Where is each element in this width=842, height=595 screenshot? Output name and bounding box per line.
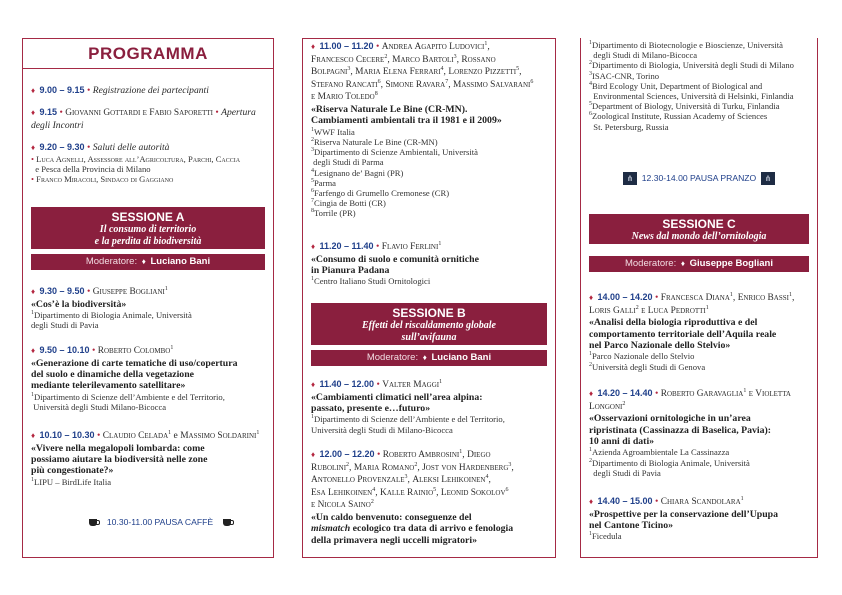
talk-hoopoe: ♦ 14.40 – 15.00 • Chiara Scandolara$^1$ «Prospettive per la conservazione dell’Upupa nel Cantone Ticino» $^1$Ficedula [589, 495, 779, 542]
program-column-2 [302, 38, 556, 558]
session-c-moderator: Moderatore: ♦ Giuseppe Bogliani [589, 256, 809, 272]
schedule-item-registration: ♦ 9.00 – 9.15 • Registrazione dei partecipanti [31, 85, 209, 96]
schedule-item-opening: ♦ 9.15 • Giovanni Gottardi e Fabio Saporetti • Apertura degli Incontri [31, 107, 256, 131]
session-c-header: SESSIONE C News dal mondo dell’ornitologia [589, 214, 809, 244]
diamond-bullet-icon: ♦ [311, 450, 316, 459]
diamond-bullet-icon: ♦ [311, 42, 316, 51]
cutlery-icon: ⋔ [623, 172, 637, 185]
talk-cassinazza: ♦ 14.20 – 14.40 • Roberto Garavaglia$^1$ e Violetta Longoni$^2$ «Osservazioni ornitologiche in un’area ripristinata (Cassinazza di Baselica, Pavia): 10 anni di dati» $^1$Azienda Agroambientale La Cassinazza $^2$Dipartimento di Biologia Animale, Università degli Studi di Pavia [589, 387, 791, 478]
diamond-bullet-icon: ♦ [141, 257, 146, 266]
talk-soil-consumption: ♦ 11.20 – 11.40 • Flavio Ferlini$^1$ «Consumo di suolo e comunità ornitiche in Pianura Padana $^1$Centro Italiano Studi Ornitologici [311, 240, 479, 287]
lunch-break: ⋔ 12.30-14.00 PAUSA PRANZO ⋔ [611, 172, 787, 185]
affiliations-continued: $^1$Dipartimento di Biotecnologie e Bioscienze, Università degli Studi di Milano-Bicocca $^2$Dipartimento di Biologia, Università degli Studi di Milano $^3$ISAC-CNR, Torino $^4$Bird Ecology Unit, Department of Biological and Environmental Sciences, Università di Helsinki, Finlandia $^5$Department of Biology, Università di Turku, Finlandia $^6$Zoological Institute, Russian Academy of Sciences St. Petersburg, Russia [589, 40, 794, 132]
diamond-bullet-icon: ♦ [680, 259, 685, 268]
program-column-1 [22, 38, 274, 558]
talk-megalopolis: ♦ 10.10 – 10.30 • Claudio Celada$^1$ e Massimo Soldarini$^1$ «Vivere nella megalopoli lombarda: come possiamo aiutare la biodiversità nelle zone più congestionate?» $^1$LIPU – BirdLife Italia [31, 429, 260, 487]
talk-biodiversity: ♦ 9.30 – 9.50 • Giuseppe Bogliani$^1$ «Cos’è la biodiversità» $^1$Dipartimento di Biologia Animale, Università degli Studi di Pavia [31, 285, 192, 331]
program-column-3 [580, 38, 818, 558]
session-a-header: SESSIONE A Il consumo di territorio e la perdita di biodiversità [31, 207, 265, 249]
diamond-bullet-icon: ♦ [589, 293, 594, 302]
diamond-bullet-icon: ♦ [311, 242, 316, 251]
coffee-break: 10.30-11.00 PAUSA CAFFÈ [67, 517, 253, 527]
diamond-bullet-icon: ♦ [422, 353, 427, 362]
diamond-bullet-icon: ♦ [589, 497, 594, 506]
session-a-moderator: Moderatore: ♦ Luciano Bani [31, 254, 265, 270]
coffee-cup-icon [223, 519, 231, 526]
cutlery-icon: ⋔ [761, 172, 775, 185]
talk-le-bine: ♦ 11.00 – 11.20 • Andrea Agapito Ludovici$^1$, Francesco Cecere$^2$, Marco Bartoli$^3$, Rossano Bolpagni$^3$, Maria Elena Ferrari$^4$, Lorenzo Pizzetti$^5$, Stefano Rancati$^6$, Simone Ravara$^7$, Massimo Salvarani$^6$ e Mario Toledo$^8$ «Riserva Naturale Le Bine (CR-MN). Cambiamenti ambientali tra il 1981 e il 2009» $^1$WWF Italia $^2$Riserva Naturale Le Bine (CR-MN) $^3$Dipartimento di Scienze Ambientali, Università degli Studi di Parma $^4$Lesignano de’ Bagni (PR) $^5$Parma $^6$Farfengo di Grumello Cremonese (CR) $^7$Cingia de Botti (CR) $^8$Torrile (PR) [311, 40, 534, 219]
diamond-bullet-icon: ♦ [589, 389, 594, 398]
coffee-cup-icon [89, 519, 97, 526]
talk-thematic-maps: ♦ 9.50 – 10.10 • Roberto Colombo$^1$ «Generazione di carte tematiche di uso/copertura del suolo e dinamiche della vegetazione mediante telerilevamento satellitare» $^1$Dipartimento di Scienze dell’Ambiente e del Territorio, Università degli Studi Milano-Bicocca [31, 344, 238, 413]
diamond-bullet-icon: ♦ [311, 380, 316, 389]
talk-climate-alps: ♦ 11.40 – 12.00 • Valter Maggi$^1$ «Cambiamenti climatici nell’area alpina: passato, presente e…futuro» $^1$Dipartimento di Scienze dell’Ambiente e del Territorio, Università degli Studi di Milano-Bicocca [311, 378, 505, 435]
talk-golden-eagle: ♦ 14.00 – 14.20 • Francesca Diana$^1$, Enrico Bassi$^1$, Loris Galli$^2$ e Luca Pedrotti$^1$ «Analisi della biologia riproduttiva e del comportamento territoriale dell’Aquila reale nel Parco Nazionale dello Stelvio» $^1$Parco Nazionale dello Stelvio $^2$Università degli Studi di Genova [589, 291, 795, 372]
diamond-bullet-icon: ♦ [31, 143, 36, 152]
diamond-bullet-icon: ♦ [31, 431, 36, 440]
session-b-header: SESSIONE B Effetti del riscaldamento globale sull’avifauna [311, 303, 547, 345]
talk-mismatch: ♦ 12.00 – 12.20 • Roberto Ambrosini$^1$, Diego Rubolini$^2$, Maria Romano$^2$, Jost von Hardenberg$^3$, Antonello Provenzale$^3$, Aleksi Lehikoinen$^4$, Esa Lehikoinen$^4$, Kalle Rainio$^5$, Leonid Sokolov$^6$ e Nicola Saino$^2$ «Un caldo benvenuto: conseguenze del mismatch ecologico tra data di arrivo e fenologia della primavera negli uccelli migratori» [311, 448, 514, 546]
diamond-bullet-icon: ♦ [31, 346, 36, 355]
schedule-item-greetings: ♦ 9.20 – 9.30 • Saluti delle autorità • Luca Agnelli, Assessore all’Agricoltura, Parchi, Caccia e Pesca della Provincia di Milano • Franco Miracoli, Sindaco di Gaggiano [31, 142, 241, 184]
diamond-bullet-icon: ♦ [31, 86, 36, 95]
diamond-bullet-icon: ♦ [31, 287, 36, 296]
diamond-bullet-icon: ♦ [31, 108, 36, 117]
programma-title: PROGRAMMA [23, 39, 273, 67]
session-b-moderator: Moderatore: ♦ Luciano Bani [311, 350, 547, 366]
